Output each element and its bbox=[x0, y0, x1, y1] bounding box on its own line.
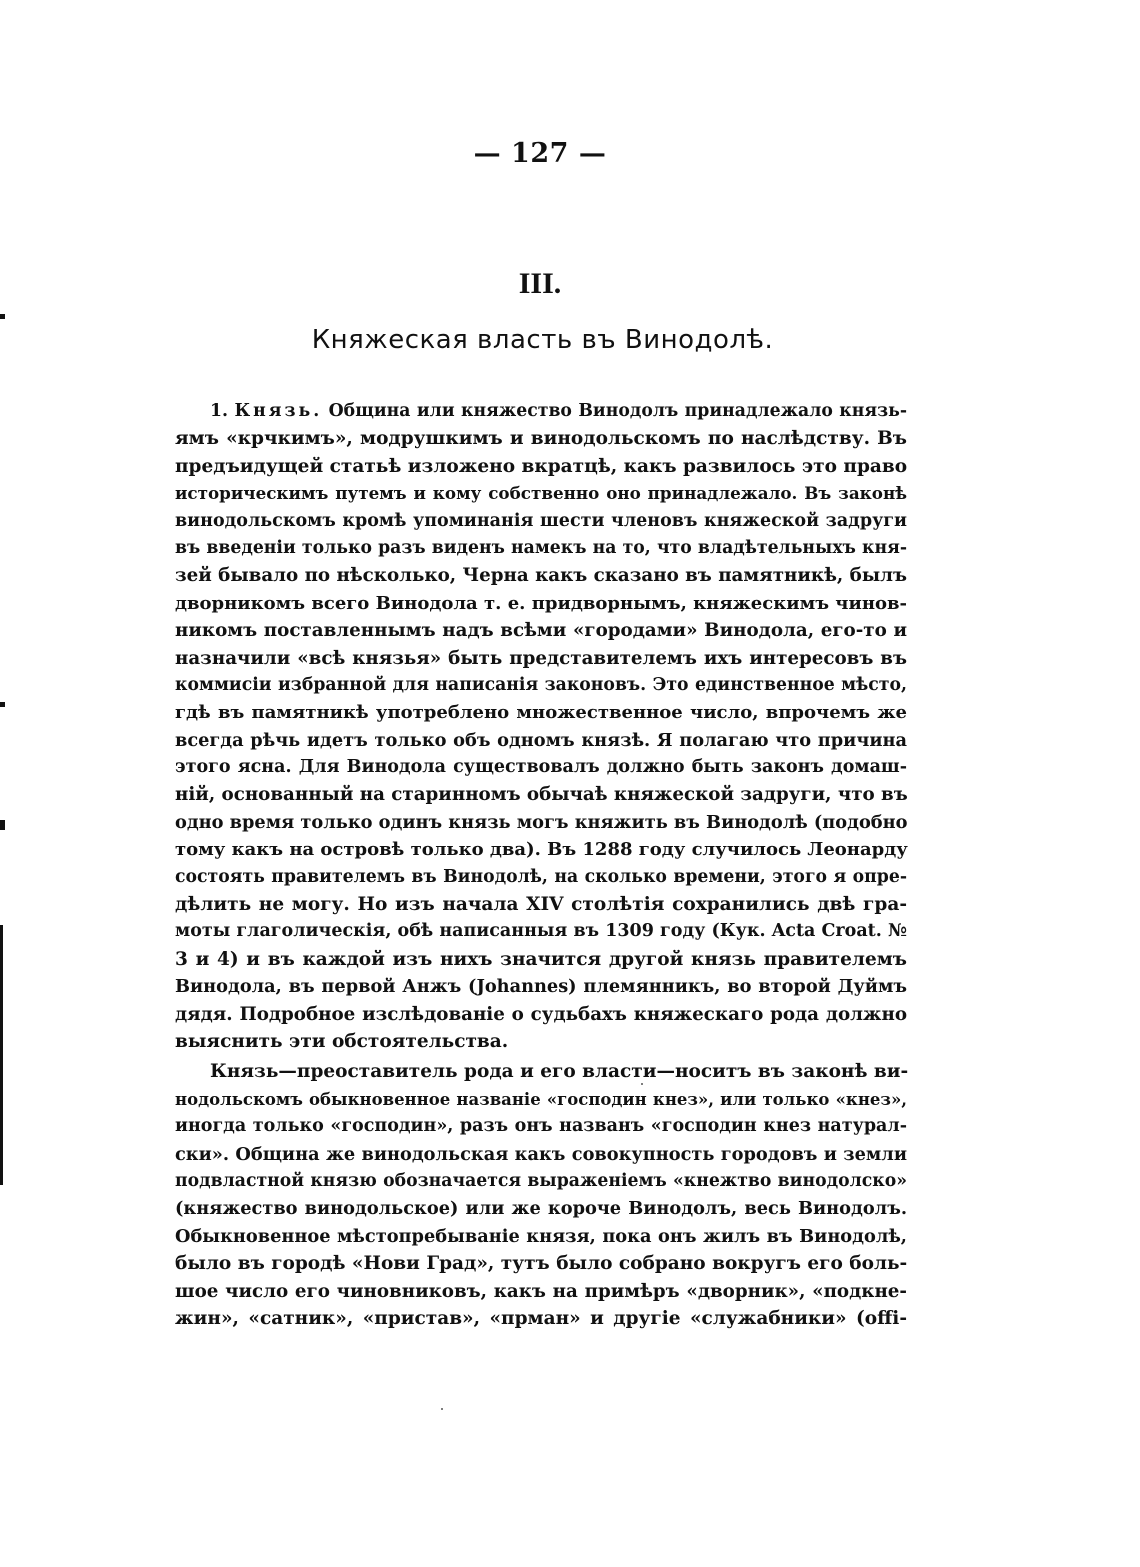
text-line: шое число его чиновниковъ, какъ на примѣръ «дворник», «подкне- bbox=[175, 1280, 907, 1302]
text-line: историческимъ путемъ и кому собственно оно принадлежало. Въ законѣ bbox=[175, 483, 907, 504]
text-line: Князь—преоставитель рода и его власти—носитъ въ законѣ ви- bbox=[210, 1061, 909, 1083]
text-line: нодольскомъ обыкновенное названіе «господин кнез», или только «кнез», bbox=[175, 1089, 907, 1109]
text-line: было въ городѣ «Нови Град», тутъ было собрано вокругъ его боль- bbox=[175, 1253, 908, 1275]
text-line: жин», «сатник», «пристав», «прман» и другіе «служабники» (offi- bbox=[175, 1307, 907, 1329]
paragraph-first-line bbox=[175, 398, 907, 425]
section-numeral: III. bbox=[518, 267, 562, 300]
text-line: дядя. Подробное изслѣдованіе о судьбахъ княжескаго рода должно bbox=[175, 1003, 907, 1025]
text-line: тому какъ на островѣ только два). Въ 1288 году случилось Леонарду bbox=[175, 839, 908, 861]
section-title: Княжеская власть въ Винодолѣ. bbox=[311, 325, 774, 355]
lead-word: Князь. bbox=[234, 401, 323, 421]
text-line: ній, основанный на старинномъ обычаѣ княжеской задруги, что въ bbox=[175, 784, 908, 806]
paragraph-number: 1. bbox=[210, 401, 229, 421]
text-line: ямъ «крчкимъ», модрушкимъ и винодольскомъ по наслѣдству. Въ bbox=[175, 428, 907, 450]
text-line: ски». Община же винодольская какъ совокупность городовъ и земли bbox=[175, 1143, 907, 1165]
text-line: въ введеніи только разъ виденъ намекъ на то, что владѣтельныхъ кня- bbox=[175, 537, 907, 558]
text-line: моты глаголическія, обѣ написанныя въ 1309 году (Кук. Acta Croat. № bbox=[175, 921, 907, 942]
text-line: гдѣ въ памятникѣ употреблено множественное число, впрочемъ же bbox=[175, 702, 907, 724]
scan-speck bbox=[441, 1408, 443, 1410]
first-line-text: Община или княжество Винодолъ принадлежало князь- bbox=[328, 401, 907, 421]
text-line: 3 и 4) и въ каждой изъ нихъ значится другой князь правителемъ bbox=[175, 948, 907, 970]
text-line: дѣлить не могу. Но изъ начала XIV столѣтія сохранились двѣ гра- bbox=[175, 894, 907, 916]
scan-edge-mark bbox=[0, 702, 5, 707]
text-line: винодольскомъ кромѣ упоминанія шести членовъ княжеской задруги bbox=[175, 510, 907, 531]
text-line: одно время только одинъ князь могъ княжить въ Винодолѣ (подобно bbox=[175, 811, 908, 833]
scan-edge-mark bbox=[0, 314, 5, 319]
text-line: иногда только «господин», разъ онъ названъ «господин кнез натурал- bbox=[175, 1116, 907, 1137]
text-line: предъидущей статьѣ изложено вкратцѣ, какъ развилось это право bbox=[175, 455, 908, 477]
text-line: дворникомъ всего Винодола т. е. придворнымъ, княжескимъ чинов- bbox=[175, 592, 907, 614]
text-line: никомъ поставленнымъ надъ всѣми «городами» Винодола, его-то и bbox=[175, 620, 907, 642]
text-line: (княжество винодольское) или же короче Винодолъ, весь Винодолъ. bbox=[175, 1198, 907, 1220]
body-text bbox=[175, 398, 907, 1332]
text-line: Винодола, въ первой Анжъ (Johannes) племянникъ, во второй Дуймъ bbox=[175, 976, 907, 998]
text-line: назначили «всѣ князья» быть представителемъ ихъ интересовъ въ bbox=[175, 647, 907, 669]
text-line: коммисіи избранной для написанія законовъ. Это единственное мѣсто, bbox=[175, 674, 907, 695]
page-number: — 127 — bbox=[473, 138, 607, 169]
scan-edge-mark bbox=[0, 820, 5, 830]
text-line: зей бывало по нѣсколько, Черна какъ сказано въ памятникѣ, былъ bbox=[175, 565, 907, 587]
text-line: состоять правителемъ въ Винодолѣ, на сколько времени, этого я опре- bbox=[175, 866, 907, 887]
text-line: всегда рѣчь идетъ только объ одномъ князѣ. Я полагаю что причина bbox=[175, 729, 907, 751]
text-line: выяснить эти обстоятельства. bbox=[175, 1030, 509, 1052]
text-line: Обыкновенное мѣстопребываніе князя, пока онъ жилъ въ Винодолѣ, bbox=[175, 1225, 907, 1247]
scan-edge-mark bbox=[0, 925, 3, 1185]
text-line: этого ясна. Для Винодола существовалъ должно быть законъ домаш- bbox=[175, 757, 907, 778]
text-line: подвластной князю обозначается выраженіемъ «кнежтво винодолско» bbox=[175, 1170, 907, 1191]
